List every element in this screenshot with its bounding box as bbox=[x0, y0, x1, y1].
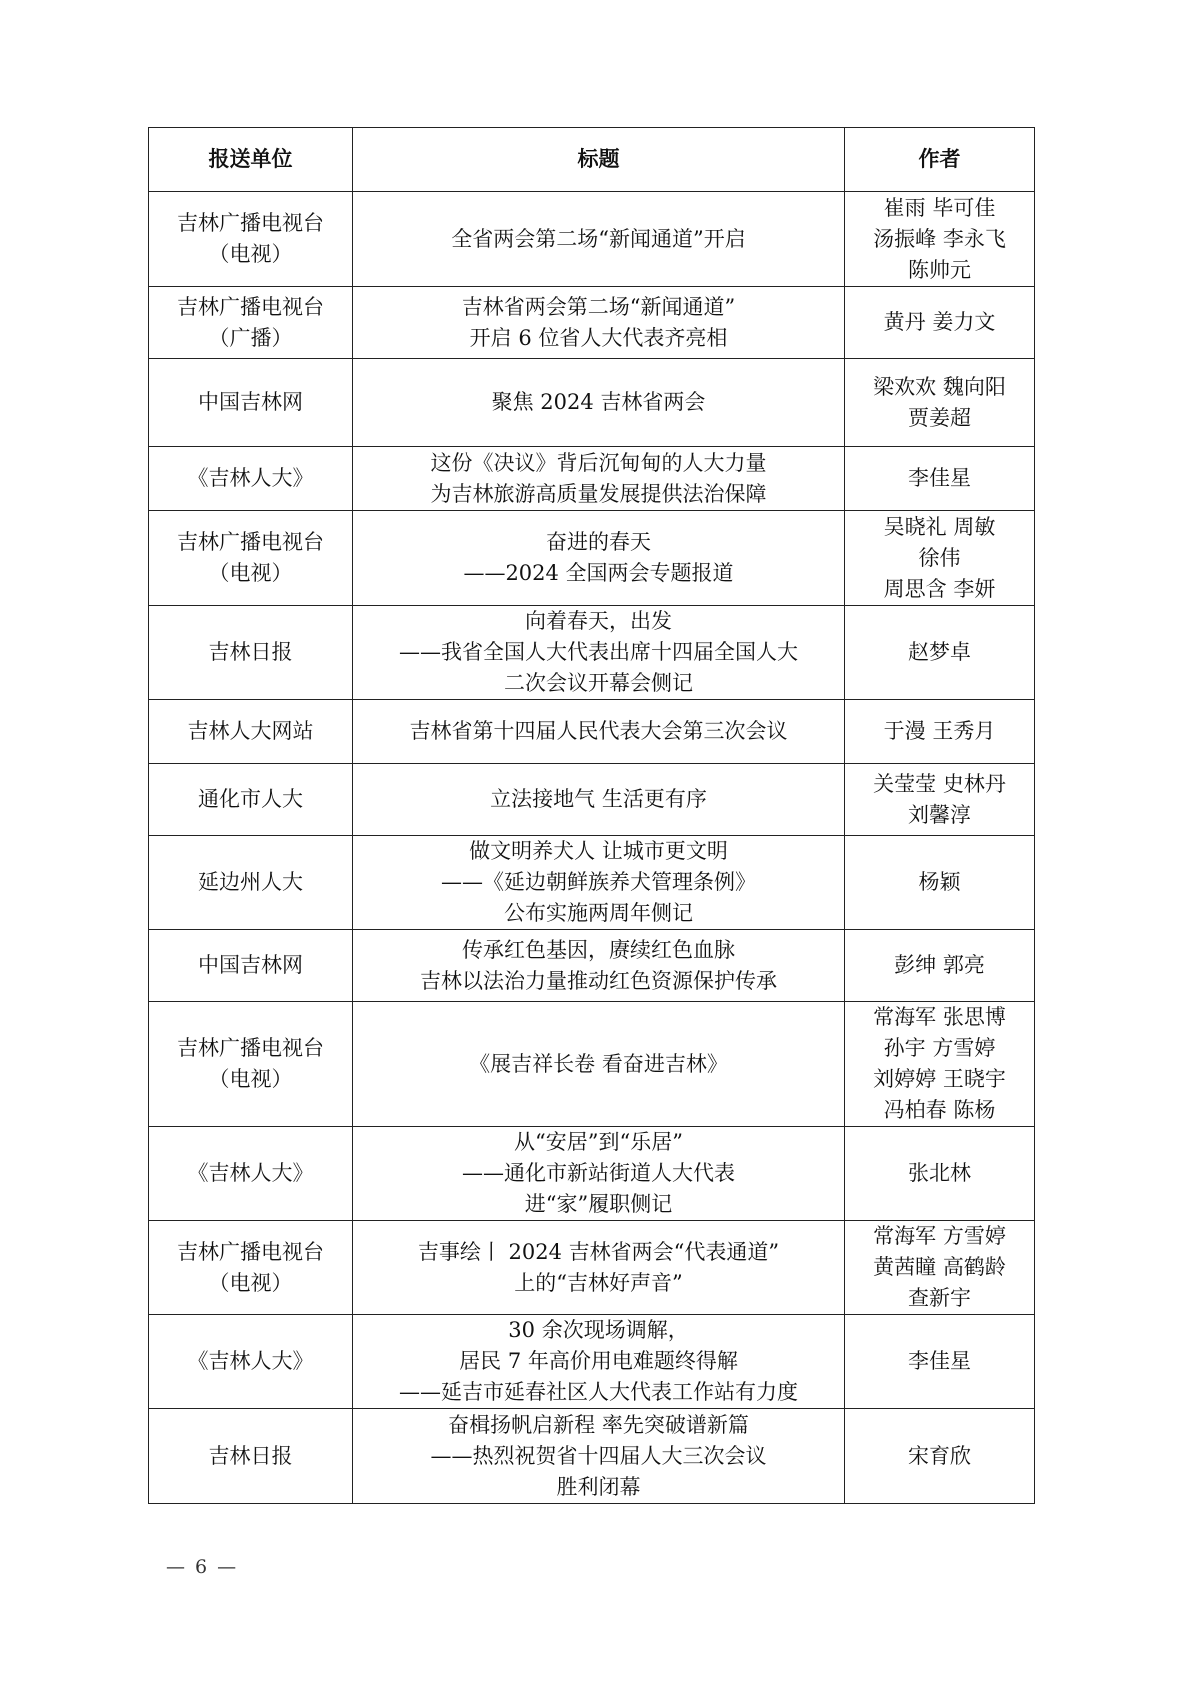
title-line: 胜利闭幕 bbox=[556, 1474, 641, 1499]
cell-author bbox=[845, 511, 1035, 606]
title-line: 吉林省两会第二场“新闻通道” bbox=[461, 294, 736, 319]
title-line: ——2024 全国两会专题报道 bbox=[463, 561, 734, 585]
cell-title bbox=[353, 287, 845, 359]
table-row bbox=[149, 1127, 1035, 1221]
author-line: 于漫 王秀月 bbox=[883, 719, 996, 743]
table-row bbox=[149, 700, 1035, 764]
title-line: 《展吉祥长卷 看奋进吉林》 bbox=[469, 1051, 728, 1076]
table-row bbox=[149, 1221, 1035, 1315]
cell-author bbox=[845, 1315, 1035, 1409]
table-row bbox=[149, 836, 1035, 930]
author-line: 张北林 bbox=[908, 1161, 971, 1185]
title-line: ——延吉市延春社区人大代表工作站有力度 bbox=[399, 1380, 798, 1404]
cell-author bbox=[845, 764, 1035, 836]
title-line: 做文明养犬人 让城市更文明 bbox=[469, 839, 728, 863]
author-line: 常海军 张思博 bbox=[873, 1005, 1006, 1029]
unit-line: 吉林日报 bbox=[208, 640, 293, 664]
unit-line: （电视） bbox=[208, 1270, 293, 1295]
table-row bbox=[149, 930, 1035, 1002]
cell-title bbox=[353, 1127, 845, 1221]
cell-title bbox=[353, 359, 845, 447]
author-line: 崔雨 毕可佳 bbox=[883, 195, 996, 220]
table-row bbox=[149, 1315, 1035, 1409]
title-line: 上的“吉林好声音” bbox=[514, 1270, 683, 1295]
unit-line: 《吉林人大》 bbox=[187, 466, 314, 490]
author-line: 汤振峰 李永飞 bbox=[873, 226, 1006, 251]
author-line: 周思含 李妍 bbox=[883, 576, 996, 601]
cell-title bbox=[353, 606, 845, 700]
title-line: 向着春天，出发 bbox=[525, 609, 672, 633]
cell-author bbox=[845, 700, 1035, 764]
author-line: 李佳星 bbox=[908, 466, 971, 490]
cell-unit bbox=[149, 1002, 353, 1127]
cell-unit bbox=[149, 1409, 353, 1504]
title-line: 奋楫扬帆启新程 率先突破谱新篇 bbox=[448, 1412, 749, 1437]
cell-title bbox=[353, 1315, 845, 1409]
table-row bbox=[149, 1002, 1035, 1127]
title-line: 进“家”履职侧记 bbox=[524, 1192, 673, 1216]
title-line: ——通化市新站街道人大代表 bbox=[462, 1161, 735, 1185]
author-line: 查新宇 bbox=[908, 1286, 971, 1310]
cell-title bbox=[353, 1409, 845, 1504]
cell-unit bbox=[149, 1315, 353, 1409]
table-row bbox=[149, 192, 1035, 287]
title-line: 全省两会第二场“新闻通道”开启 bbox=[451, 226, 746, 251]
unit-line: 吉林广播电视台 bbox=[177, 1239, 324, 1264]
title-line: 从“安居”到“乐居” bbox=[514, 1130, 683, 1154]
table-row bbox=[149, 447, 1035, 511]
title-line: 开启 6 位省人大代表齐亮相 bbox=[469, 325, 728, 350]
unit-line: 中国吉林网 bbox=[198, 953, 303, 977]
author-line: 陈帅元 bbox=[908, 257, 971, 282]
author-line: 刘馨淳 bbox=[908, 802, 971, 827]
cell-unit bbox=[149, 447, 353, 511]
unit-line: 通化市人大 bbox=[198, 787, 303, 811]
cell-author bbox=[845, 1127, 1035, 1221]
submission-table bbox=[148, 127, 1035, 1504]
unit-line: （电视） bbox=[208, 1067, 293, 1091]
cell-author bbox=[845, 836, 1035, 930]
author-line: 孙宇 方雪婷 bbox=[883, 1036, 996, 1060]
unit-line: （电视） bbox=[208, 242, 293, 266]
unit-line: （电视） bbox=[208, 561, 293, 585]
unit-line: （广播） bbox=[208, 325, 293, 350]
table-row bbox=[149, 511, 1035, 606]
title-line: 吉事绘丨 2024 吉林省两会“代表通道” bbox=[417, 1239, 780, 1264]
cell-unit bbox=[149, 764, 353, 836]
cell-author bbox=[845, 447, 1035, 511]
cell-title bbox=[353, 192, 845, 287]
cell-unit bbox=[149, 359, 353, 447]
title-line: 为吉林旅游高质量发展提供法治保障 bbox=[430, 481, 767, 506]
cell-unit bbox=[149, 1127, 353, 1221]
title-line: 这份《决议》背后沉甸甸的人大力量 bbox=[430, 450, 767, 475]
unit-line: 《吉林人大》 bbox=[187, 1161, 314, 1185]
unit-line: 吉林广播电视台 bbox=[177, 530, 324, 554]
cell-author bbox=[845, 930, 1035, 1002]
table-row bbox=[149, 764, 1035, 836]
cell-title bbox=[353, 836, 845, 930]
cell-title bbox=[353, 511, 845, 606]
author-line: 黄茜瞳 高鹤龄 bbox=[873, 1255, 1006, 1279]
cell-author bbox=[845, 606, 1035, 700]
author-line: 常海军 方雪婷 bbox=[873, 1224, 1006, 1248]
author-line: 冯柏春 陈杨 bbox=[883, 1098, 996, 1122]
unit-line: 《吉林人大》 bbox=[187, 1349, 314, 1373]
page-number: — 6 — bbox=[166, 1556, 239, 1578]
table-row bbox=[149, 1409, 1035, 1504]
cell-author bbox=[845, 192, 1035, 287]
cell-unit bbox=[149, 606, 353, 700]
title-line: 聚焦 2024 吉林省两会 bbox=[491, 390, 706, 414]
author-line: 徐伟 bbox=[918, 545, 961, 570]
cell-author bbox=[845, 1409, 1035, 1504]
author-line: 关莹莹 史林丹 bbox=[873, 771, 1006, 796]
cell-author bbox=[845, 1002, 1035, 1127]
author-line: 杨颖 bbox=[918, 870, 961, 894]
unit-line: 吉林广播电视台 bbox=[177, 211, 324, 235]
author-line: 黄丹 姜力文 bbox=[883, 310, 996, 334]
table-row bbox=[149, 359, 1035, 447]
author-line: 宋育欣 bbox=[908, 1443, 971, 1468]
unit-line: 延边州人大 bbox=[198, 870, 303, 894]
author-line: 李佳星 bbox=[908, 1349, 971, 1373]
title-line: 立法接地气 生活更有序 bbox=[490, 787, 707, 811]
author-line: 吴晓礼 周敏 bbox=[883, 514, 996, 539]
title-line: 奋进的春天 bbox=[546, 530, 651, 554]
cell-author bbox=[845, 359, 1035, 447]
unit-line: 吉林人大网站 bbox=[187, 719, 314, 743]
unit-line: 中国吉林网 bbox=[198, 390, 303, 414]
author-line: 贾姜超 bbox=[908, 405, 971, 430]
unit-line: 吉林日报 bbox=[208, 1443, 293, 1468]
cell-title bbox=[353, 700, 845, 764]
title-line: 吉林以法治力量推动红色资源保护传承 bbox=[420, 968, 777, 993]
header-title: 标题 bbox=[353, 128, 845, 192]
title-line: 30 余次现场调解， bbox=[508, 1318, 689, 1342]
cell-author bbox=[845, 1221, 1035, 1315]
table-row bbox=[149, 606, 1035, 700]
cell-unit bbox=[149, 700, 353, 764]
title-line: 吉林省第十四届人民代表大会第三次会议 bbox=[409, 719, 788, 743]
title-line: 传承红色基因，赓续红色血脉 bbox=[462, 937, 735, 962]
title-line: ——我省全国人大代表出席十四届全国人大 bbox=[399, 640, 798, 664]
cell-title bbox=[353, 1221, 845, 1315]
table-row bbox=[149, 287, 1035, 359]
title-line: ——《延边朝鲜族养犬管理条例》 bbox=[441, 870, 756, 894]
cell-author bbox=[845, 287, 1035, 359]
cell-unit bbox=[149, 192, 353, 287]
title-line: ——热烈祝贺省十四届人大三次会议 bbox=[430, 1443, 767, 1468]
cell-title bbox=[353, 447, 845, 511]
header-author: 作者 bbox=[845, 128, 1035, 192]
title-line: 公布实施两周年侧记 bbox=[504, 901, 693, 925]
author-line: 赵梦卓 bbox=[908, 640, 971, 664]
cell-unit bbox=[149, 1221, 353, 1315]
author-line: 彭绅 郭亮 bbox=[894, 953, 985, 977]
author-line: 梁欢欢 魏向阳 bbox=[873, 374, 1006, 399]
cell-unit bbox=[149, 287, 353, 359]
cell-unit bbox=[149, 930, 353, 1002]
cell-title bbox=[353, 1002, 845, 1127]
cell-unit bbox=[149, 836, 353, 930]
title-line: 居民 7 年高价用电难题终得解 bbox=[459, 1349, 738, 1373]
title-line: 二次会议开幕会侧记 bbox=[504, 671, 693, 695]
unit-line: 吉林广播电视台 bbox=[177, 1036, 324, 1060]
author-line: 刘婷婷 王晓宇 bbox=[873, 1067, 1006, 1091]
cell-title bbox=[353, 930, 845, 1002]
cell-unit bbox=[149, 511, 353, 606]
cell-title bbox=[353, 764, 845, 836]
unit-line: 吉林广播电视台 bbox=[177, 294, 324, 319]
header-unit: 报送单位 bbox=[149, 128, 353, 192]
header-row bbox=[149, 128, 1035, 192]
